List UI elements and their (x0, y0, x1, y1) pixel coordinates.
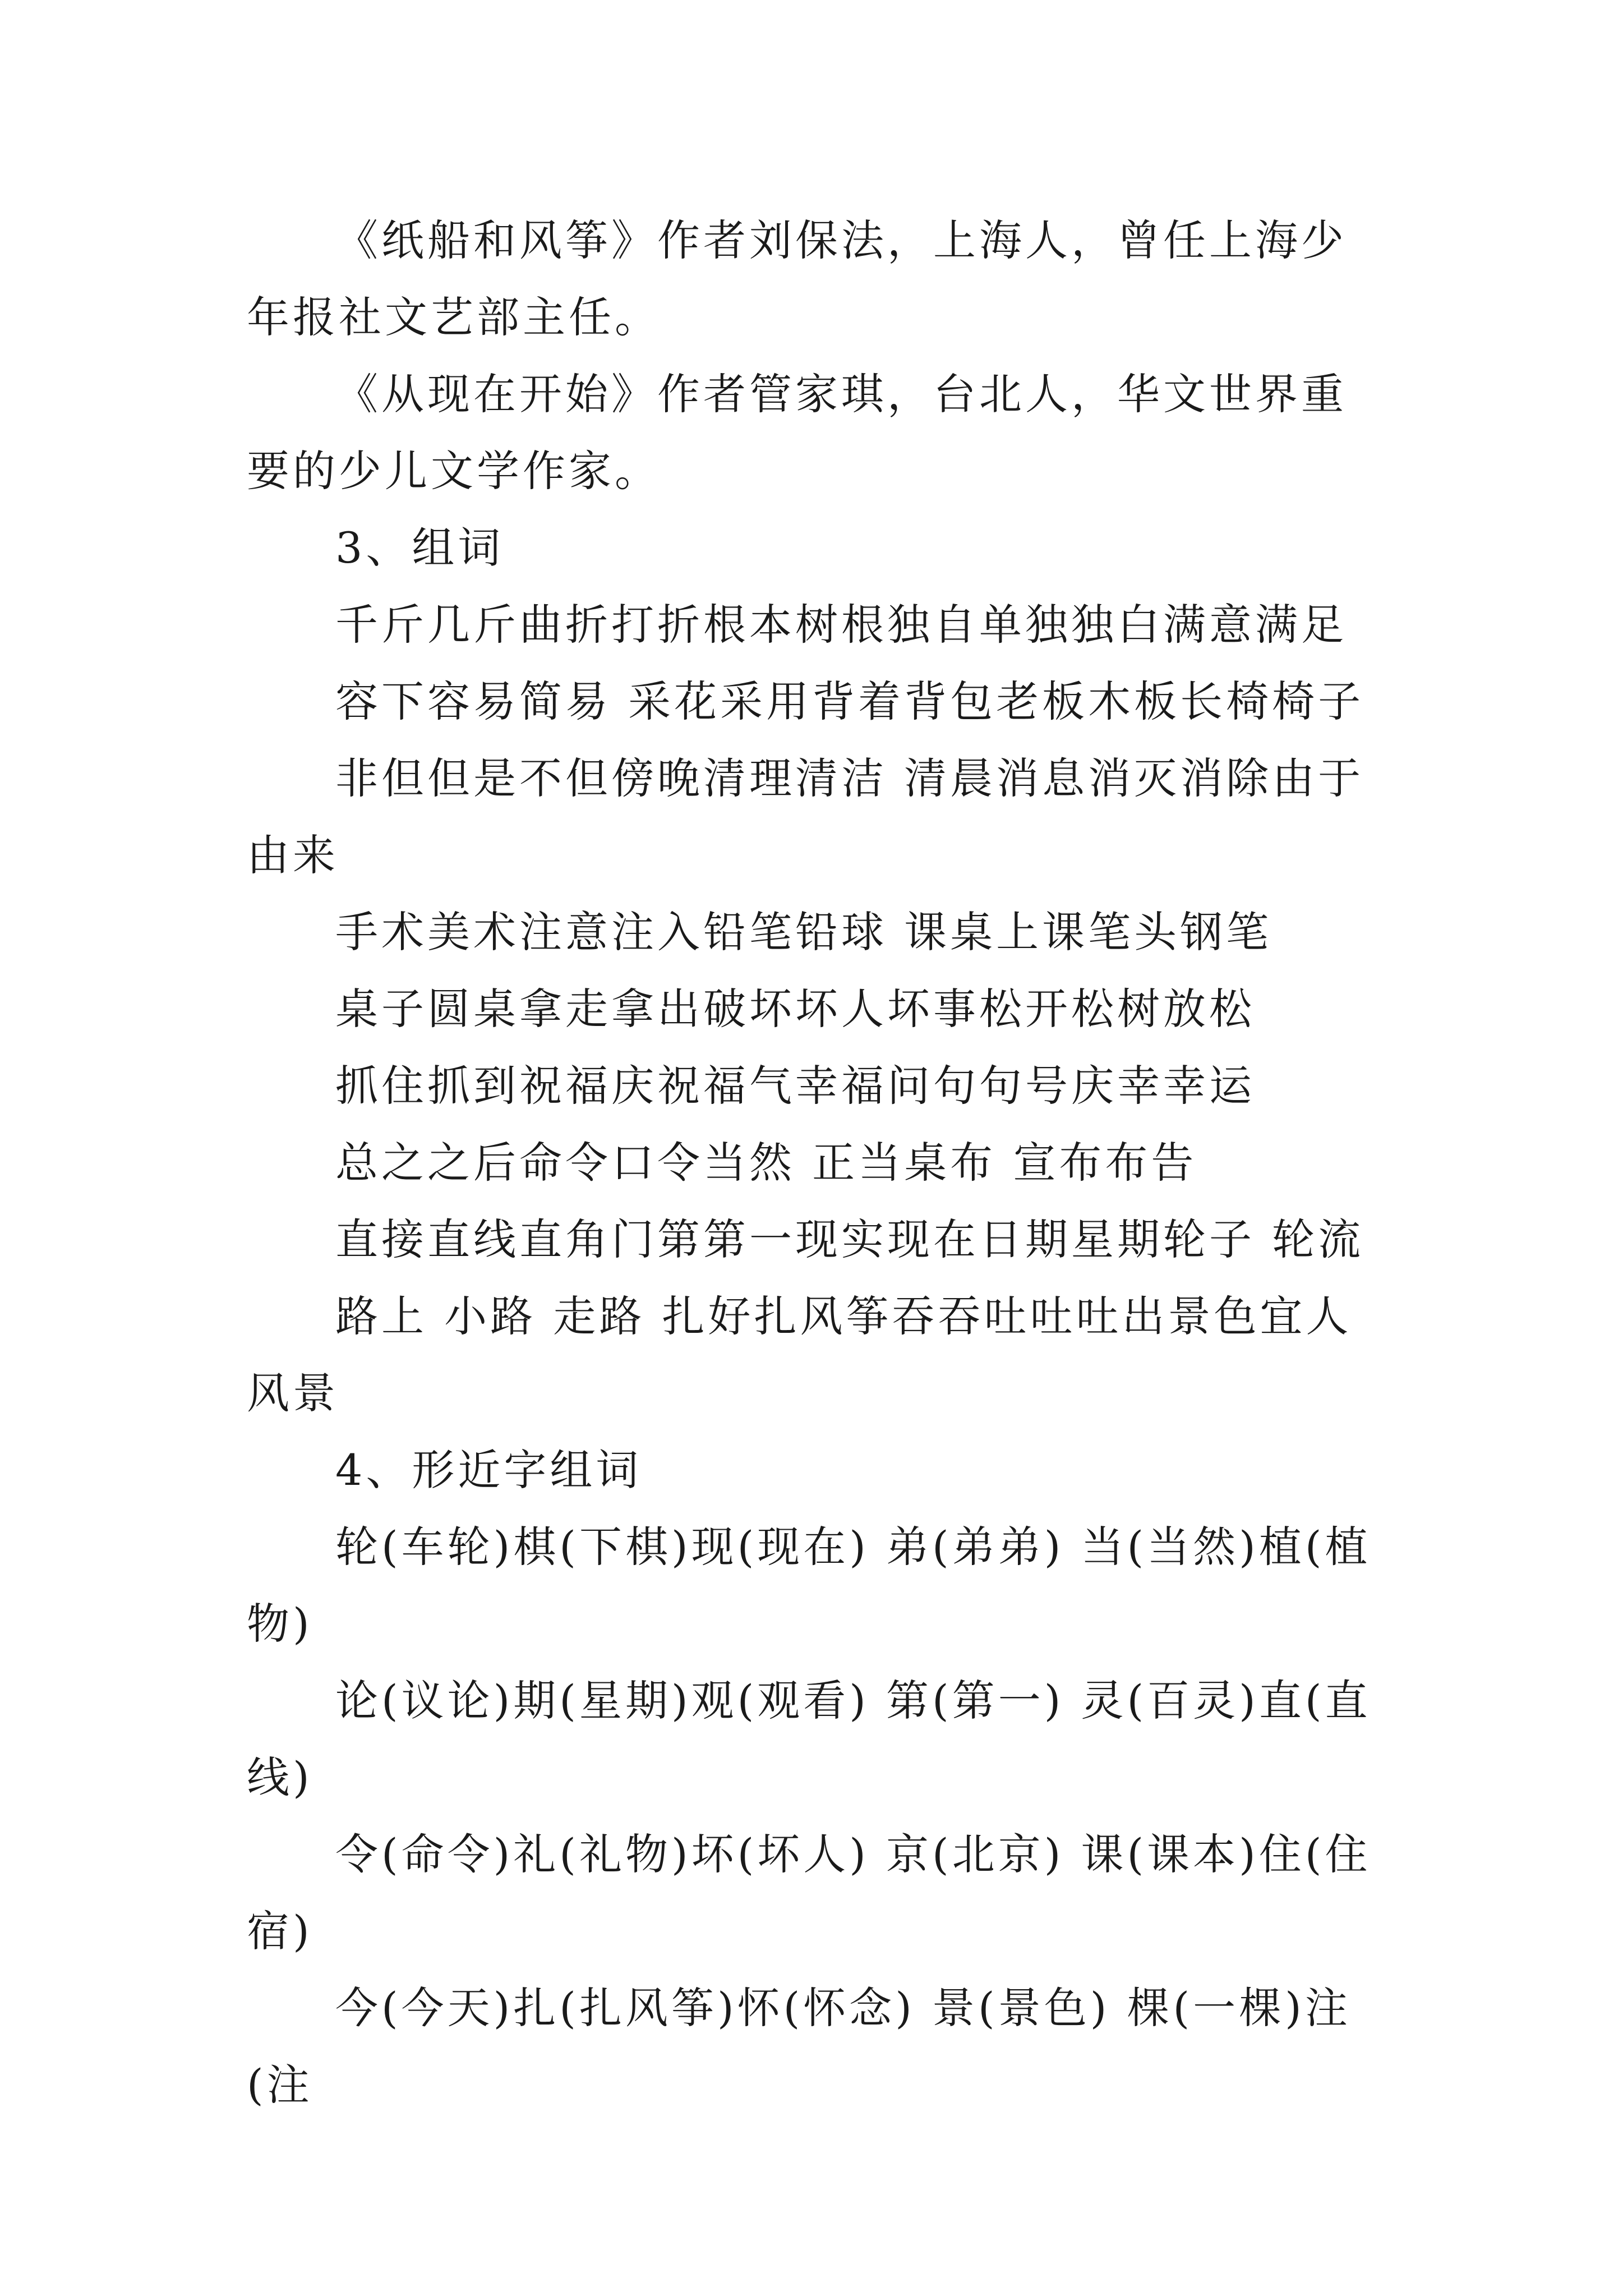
word-group-line: 非但但是不但傍晚清理清洁 清晨消息消灭消除由于由来 (247, 753, 1364, 880)
word-group-line: 抓住抓到祝福庆祝福气幸福问句句号庆幸幸运 (335, 1061, 1255, 1111)
word-group-line: 手术美术注意注入铅笔铅球 课桌上课笔头钢笔 (335, 907, 1272, 957)
word-group-line: 桌子圆桌拿走拿出破坏坏人坏事松开松树放松 (335, 984, 1255, 1034)
paragraph-author-congxianzai: 《从现在开始》作者管家琪，台北人，华文世界重要的少儿文学作家。 (247, 369, 1347, 496)
paragraph-author-zhichuan: 《纸船和风筝》作者刘保法，上海人，曾任上海少年报社文艺部主任。 (247, 215, 1347, 342)
similar-char-line: 今(今天)扎(扎风筝)怀(怀念) 景(景色) 棵(一棵)注(注 (247, 1983, 1351, 2110)
similar-char-line: 令(命令)礼(礼物)坏(坏人) 京(北京) 课(课本)住(住宿) (247, 1829, 1371, 1956)
word-group-line: 总之之后命令口令当然 正当桌布 宣布布告 (335, 1138, 1197, 1188)
word-group-line: 容下容易简易 采花采用背着背包老板木板长椅椅子 (335, 677, 1364, 726)
section-heading-zuci: 3、组词 (335, 523, 504, 573)
document-body (247, 202, 1385, 2123)
section-heading-xingjinzi: 4、形近字组词 (335, 1445, 642, 1495)
similar-char-line: 轮(车轮)棋(下棋)现(现在) 弟(弟弟) 当(当然)植(植物) (247, 1522, 1371, 1649)
word-group-line: 路上 小路 走路 扎好扎风筝吞吞吐吐吐出景色宜人风景 (247, 1291, 1352, 1418)
word-group-line: 直接直线直角门第第一现实现在日期星期轮子 轮流 (335, 1214, 1364, 1264)
similar-char-line: 论(议论)期(星期)观(观看) 第(第一) 灵(百灵)直(直线) (247, 1676, 1371, 1802)
word-group-line: 千斤几斤曲折打折根本树根独自单独独白满意满足 (335, 600, 1347, 650)
